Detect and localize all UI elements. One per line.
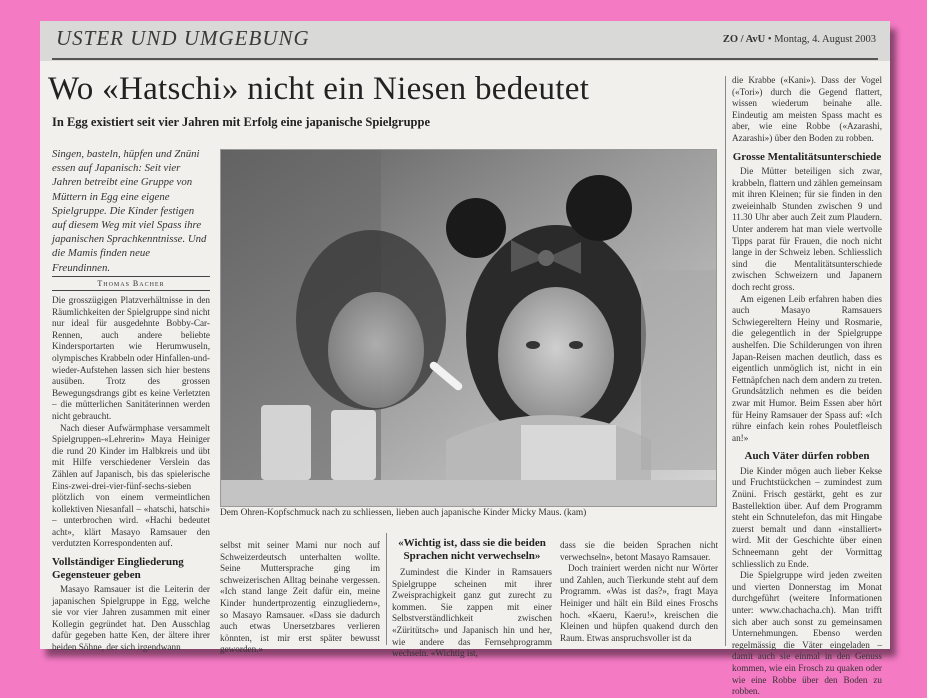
subheading: Auch Väter dürfen robben — [744, 450, 870, 463]
author-rule-bottom — [52, 290, 210, 291]
author-rule-top — [52, 276, 210, 277]
paragraph: dass sie die beiden Sprachen nicht verwechseln», betont Masayo Ramsauer. — [560, 540, 718, 562]
subheading: Grosse Mentalitätsunterschiede — [732, 150, 882, 163]
column-1 — [52, 295, 210, 654]
pull-quote: «Wichtig ist, dass sie die beiden Sprachen nicht verwechseln» — [398, 537, 546, 562]
column-3 — [392, 567, 552, 660]
paragraph: Zumindest die Kinder in Ramsauers Spielgruppe scheinen mit ihrer Zweisprachigkeit ganz gut zurecht zu kommen. Sie zappen mit einer Selbstverständlichkeit zwischen «Züritütsch» und Japanisch hin und her, wie andere das Fernsehprogramm wechseln. «Wichtig ist, — [392, 567, 552, 659]
paper-label: ZO / AvU — [722, 34, 766, 45]
subheading: Vollständiger Eingliederung Gegensteuer geben — [52, 556, 184, 581]
paragraph: Doch trainiert werden nicht nur Wörter und Zahlen, auch Tierkunde steht auf dem Programm. «Was ist das?», fragt Maya Heiniger und hält ein Bild eines Froschs hoch. «Kaeru, Kaeru!», kreischen die Kleinen und hüpfen quakend durch den Raum. Etwas anspruchsvoller ist da — [560, 563, 718, 643]
paragraph: Die Kinder mögen auch lieber Kekse und Fruchtstückchen – zumindest zum Znüni. Frisch gestärkt, geht es zur Bastellektion über. Auf dem Programm steht ein Schnutelefon, das mit Hingabe zuerst bemalt und dann «installiert» wird. Mit der Geschichte über einen Schneemann geht der Vormittag schliesslich zu Ende. — [732, 465, 882, 569]
newspaper-page — [40, 21, 890, 697]
lead-paragraph: Singen, basteln, hüpfen und Znüni essen auf Japanisch: Seit vier Jahren betreibt eine Gruppe von Müttern in Egg eine eigene Spielgruppe. Die Kinder festigen auf diesem Weg mit viel Spass ihre japanischen Sprachkenntnisse. Und die Mamis finden neue Freundinnen. — [52, 148, 207, 274]
paragraph: Die Mütter beteiligen sich zwar, krabbeln, flattern und zählen gemeinsam mit ihren Kleinen; für sie finden in den zweieinhalb Stunden zwischen 9 und 11.30 Uhr aber auch Zeit zum Plaudern. Unter anderem hat man viele wertvolle Tipps parat für Frauen, die noch nicht lange in der Schweiz leben. Schliesslich sind die Mentalitätsunterschiede zwischen Schweizern und Japanern doch recht gross. — [732, 166, 882, 292]
paragraph: Am eigenen Leib erfahren haben dies auch Masayo Ramsauers Schwiegereltern Heiny und Rosmarie, die gelegentlich in der Spielgruppe aushelfen. Die Schilderungen von ihren Japan-Reisen machen deutlich, dass es eigentlich unmöglich ist, nicht in ein Fettnäpfchen nach dem andern zu treten. Grundsätzlich nehmen es die beiden zwar mit Humor. Beim Essen aber hört für Heiny Ramsauer der Spass auf: «Ich rühre einfach kein rohes Pouletfleisch an!» — [732, 293, 882, 443]
column-2 — [220, 540, 380, 656]
paragraph: die Krabbe («Kani»). Dass der Vogel («Tori») durch die Gegend flattert, wissen wiederum beinahe alle. Eindeutig am meisten Spass macht es aber, wie eine Robbe («Azarashi, Azarashi») über den Boden zu robben. — [732, 75, 882, 143]
subheadline: In Egg existiert seit vier Jahren mit Erfolg eine japanische Spielgruppe — [52, 115, 430, 129]
photo-caption: Dem Ohren-Kopfschmuck nach zu schliessen, lieben auch japanische Kinder Micky Maus. (kam) — [220, 508, 587, 518]
column-divider — [386, 533, 387, 645]
photo-children-mickey-ears — [221, 150, 716, 506]
header-rule — [52, 58, 878, 60]
column-divider — [725, 76, 726, 646]
paragraph: selbst mit seiner Mami nur noch auf Schweizerdeutsch unterhalten wollte. Seine Muttersprache ging im schweizerischen Alltag beinahe vergessen. «Ich stand lange Zeit dafür ein, meine Kinder hundertprozentig einzugliedern», so Masayo Ramsauer. «Dass sie dadurch auch etwas Unersetzbares verlieren könnten, ist mir erst später bewusst geworden.» — [220, 540, 380, 655]
article-photo — [220, 149, 717, 507]
headline: Wo «Hatschi» nicht ein Niesen bedeutet — [48, 71, 590, 107]
paragraph: Nach dieser Aufwärmphase versammelt Spielgruppen-«Lehrerin» Maya Heiniger die rund 20 Kinder im Halbkreis und übt mit Hilfe verschiedener Verslein das Zählen auf Japanisch, bis das spielerische Eins-zwei-drei-vier-fünf-sechs-sieben plötzlich von einem vermeintlichen kollektiven Niesanfall – «hatschi, hatschi» – unterbrochen wird. «Hachi bedeutet acht», klärt Masayo Ramsauer den verdutzten Korrespondenten auf. — [52, 422, 210, 549]
issue-date: • Montag, 4. August 2003 — [765, 34, 876, 45]
column-4 — [560, 540, 718, 644]
section-title: USTER UND UMGEBUNG — [56, 26, 310, 50]
header-dateline — [723, 34, 876, 45]
paragraph: Die Spielgruppe wird jeden zweiten und vierten Donnerstag im Monat durchgeführt (weitere Informationen unter: www.chachacha.ch). Man trifft sich aber auch sonst zu gemeinsamen Unternehmungen. Ebenso werden regelmässig die Väter eingeladen – damit auch sie einmal in den Genuss kommen, wie ein Frosch zu quaken oder wie eine Robbe über den Boden zu robben. — [732, 570, 882, 697]
paragraph: Masayo Ramsauer ist die Leiterin der japanischen Spielgruppe in Egg, welche sie vor vier Jahren zusammen mit einer Kollegin gegründet hat. Den Ausschlag dafür gegeben hatte Ken, der ältere ihrer beiden Söhne, der sich irgendwann — [52, 584, 210, 653]
paragraph: Die grosszügigen Platzverhältnisse in den Räumlichkeiten der Spielgruppe sind nicht nur ideal für ausgedehnte Bobby-Car-Rennen, auch andere beliebte Kindersportarten wie Herumwuseln, olympisches Krabbeln oder Hinfallen-und-wieder-Aufstehen lassen sich hier bestens ausüben. Trotz des grossen Bewegungsdrangs gibt es keine Verletzten – die mütterlichen Sanitäterinnen werden nicht gebraucht. — [52, 295, 210, 421]
author-byline: Thomas Bacher — [97, 279, 165, 288]
column-5 — [732, 75, 882, 698]
